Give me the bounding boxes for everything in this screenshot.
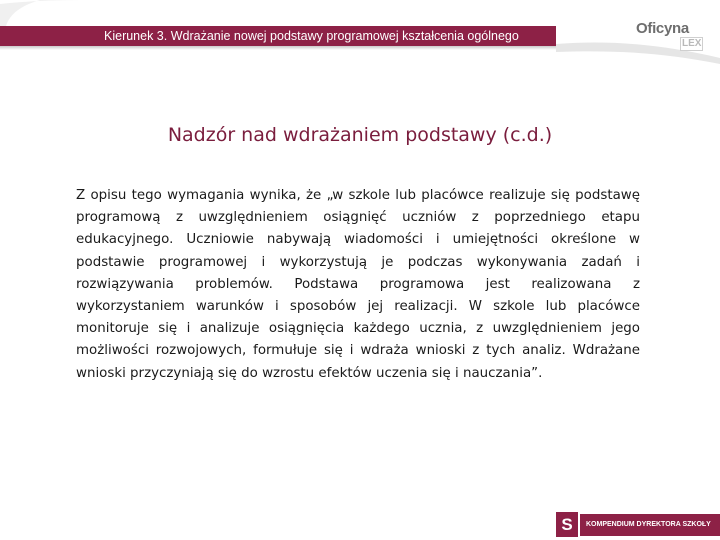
logo-sub: LEX: [682, 38, 702, 49]
footer-brand-label: KOMPENDIUM DYREKTORA SZKOŁY: [580, 514, 720, 536]
header-bar: [0, 26, 556, 46]
slide-title: Nadzór nad wdrażaniem podstawy (c.d.): [167, 124, 553, 146]
course-title: Kierunek 3. Wdrażanie nowej podstawy programowej kształcenia ogólnego: [104, 29, 519, 43]
oficyna-lex-logo: [636, 20, 704, 54]
slide-body-text: Z opisu tego wymagania wynika, że „w szkole lub placówce realizuje się podstawę programową z uwzględnieniem osiągnięć uczniów z poprzedniego etapu edukacyjnego. Uczniowie nabywają wiadomości i umiejętności określone w podstawie programowej i wykorzystują je podczas wykonywania zadań i rozwiązywania problemów. Podstawa programowa jest realizowana z wykorzystaniem warunków i sposobów jej realizacji. W szkole lub placówce monitoruje się i analizuje osiągnięcia każdego ucznia, z uwzględnieniem jego możliwości rozwojowych, formułuje się i wdraża wnioski z tych analiz. Wdrażane wnioski przyczyniają się do wzrostu efektów uczenia się i nauczania”.: [76, 188, 640, 381]
header-divider: [0, 46, 556, 50]
footer-brand: [556, 512, 720, 540]
logo-name: Oficyna: [636, 20, 689, 37]
footer-badge-icon: S: [556, 512, 578, 537]
